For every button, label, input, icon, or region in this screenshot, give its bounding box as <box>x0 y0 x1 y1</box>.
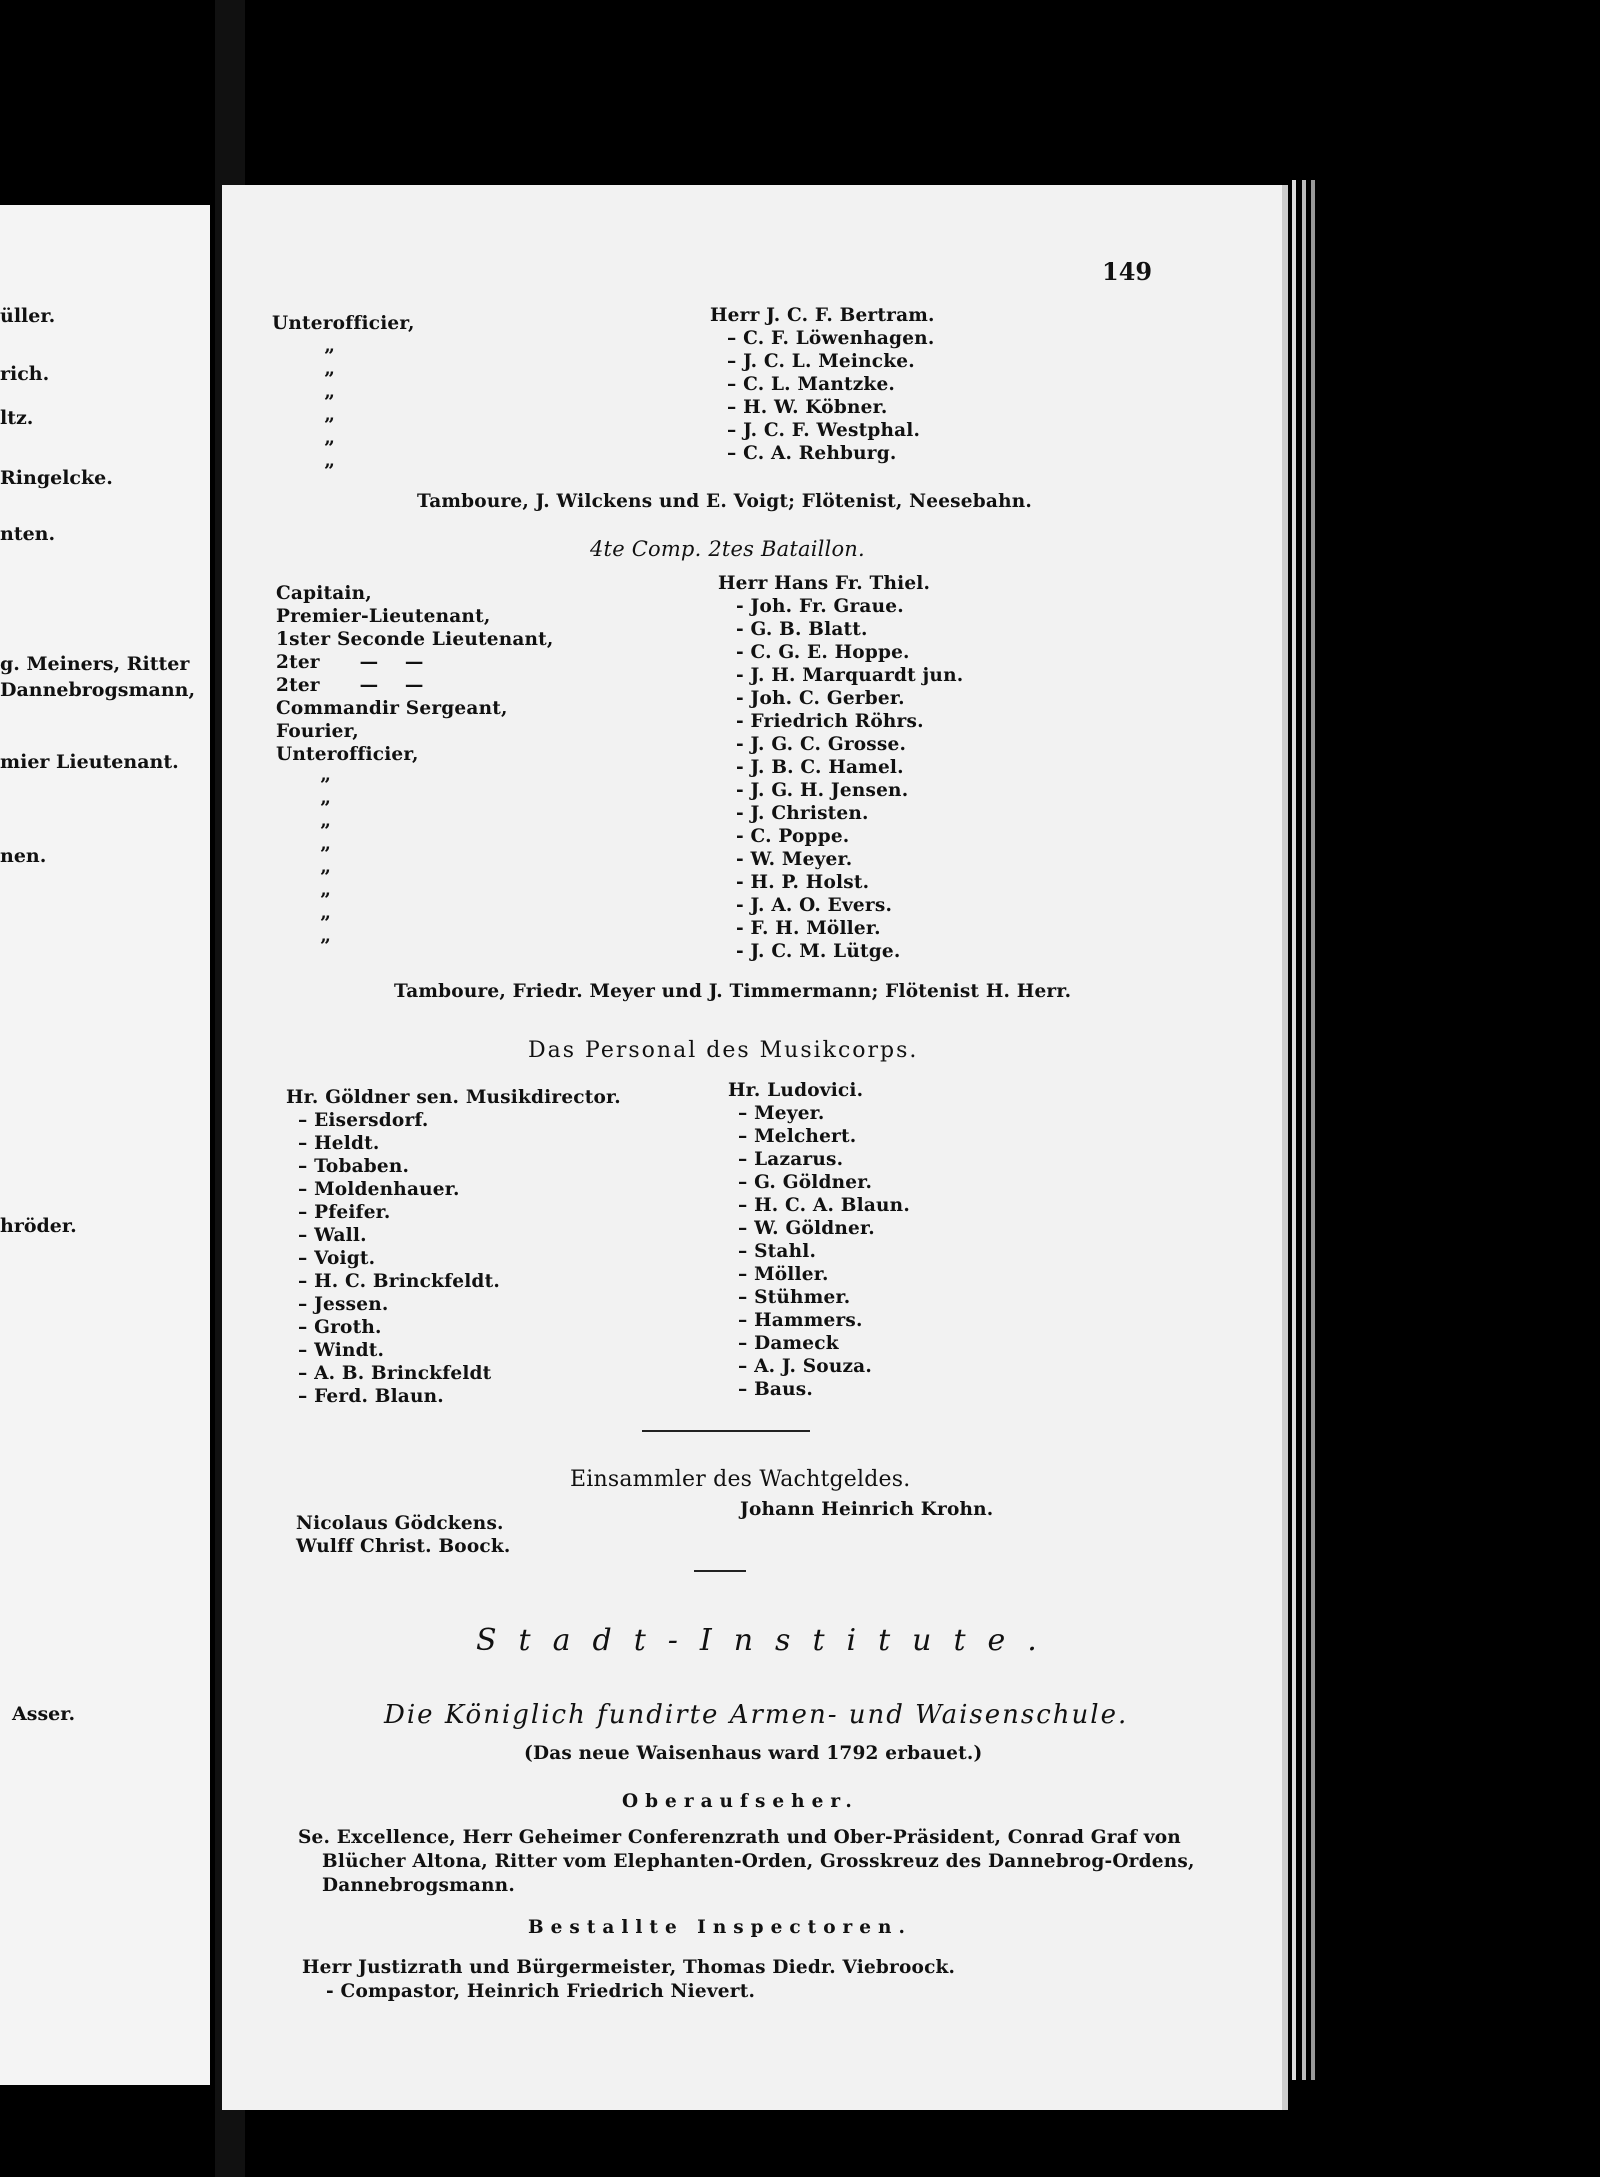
subsection-title: Oberaufseher. <box>622 1791 859 1812</box>
name-entry: - W. Meyer. <box>736 849 853 870</box>
subsection-title: Bestallte Inspectoren. <box>528 1917 912 1938</box>
section-footer: Tamboure, Friedr. Meyer und J. Timmermann; Flötenist H. Herr. <box>394 981 1072 1002</box>
left-fragment: rich. <box>0 363 50 385</box>
name-entry: - Joh. C. Gerber. <box>736 688 905 709</box>
role-label: Capitain, <box>276 583 372 604</box>
name-entry: Herr Hans Fr. Thiel. <box>718 573 931 594</box>
musician-entry: – Meyer. <box>738 1103 825 1124</box>
left-fragment: g. Meiners, Ritter <box>0 653 190 675</box>
role-label: Unterofficier, <box>272 313 415 334</box>
body-line: Blücher Altona, Ritter vom Elephanten-Orden, Grosskreuz des Dannebrog-Ordens, <box>322 1851 1195 1872</box>
ditto-mark: ” <box>320 913 331 934</box>
musician-entry: – A. J. Souza. <box>738 1356 873 1377</box>
collector-entry: Wulff Christ. Boock. <box>296 1536 511 1557</box>
chapter-subtitle: Die Königlich fundirte Armen- und Waisenschule. <box>384 1700 1129 1730</box>
role-label: Unterofficier, <box>276 744 419 765</box>
ditto-mark: ” <box>320 890 331 911</box>
name-entry: - H. P. Holst. <box>736 872 870 893</box>
divider-rule <box>642 1430 810 1432</box>
name-entry: - Friedrich Röhrs. <box>736 711 924 732</box>
ditto-mark: ” <box>324 415 335 436</box>
musician-entry: – Stahl. <box>738 1241 817 1262</box>
name-entry: - J. A. O. Evers. <box>736 895 893 916</box>
ditto-mark: ” <box>320 867 331 888</box>
section-title: Das Personal des Musikcorps. <box>528 1038 919 1063</box>
role-label: 2ter — — <box>276 652 424 673</box>
musician-entry: – Baus. <box>738 1379 814 1400</box>
ditto-mark: ” <box>324 392 335 413</box>
musician-entry: – Voigt. <box>298 1248 376 1269</box>
musician-entry: – Groth. <box>298 1317 382 1338</box>
musician-entry: Hr. Göldner sen. Musikdirector. <box>286 1087 621 1108</box>
right-page <box>222 185 1288 2110</box>
musician-entry: – A. B. Brinckfeldt <box>298 1363 492 1384</box>
name-entry: – J. C. F. Westphal. <box>727 420 921 441</box>
name-entry: – C. A. Rehburg. <box>727 443 897 464</box>
body-line: Herr Justizrath und Bürgermeister, Thomas Diedr. Viebroock. <box>302 1957 956 1978</box>
page-edge <box>1302 180 1306 2080</box>
collector-entry: Johann Heinrich Krohn. <box>740 1499 994 1520</box>
name-entry: - Joh. Fr. Graue. <box>736 596 904 617</box>
musician-entry: – Stühmer. <box>738 1287 851 1308</box>
left-fragment: nten. <box>0 523 56 545</box>
name-entry: - J. Christen. <box>736 803 869 824</box>
page-number: 149 <box>1102 257 1153 286</box>
name-entry: - J. H. Marquardt jun. <box>736 665 964 686</box>
musician-entry: – H. C. A. Blaun. <box>738 1195 910 1216</box>
musician-entry: – G. Göldner. <box>738 1172 873 1193</box>
musician-entry: – Melchert. <box>738 1126 857 1147</box>
name-entry: - G. B. Blatt. <box>736 619 868 640</box>
musician-entry: – Tobaben. <box>298 1156 410 1177</box>
body-line: Dannebrogsmann. <box>322 1875 515 1896</box>
musician-entry: – Moldenhauer. <box>298 1179 460 1200</box>
left-fragment: Dannebrogsmann, <box>0 679 196 701</box>
section-footer: Tamboure, J. Wilckens und E. Voigt; Flötenist, Neesebahn. <box>417 491 1033 512</box>
collector-entry: Nicolaus Gödckens. <box>296 1513 504 1534</box>
left-fragment: nen. <box>0 845 47 867</box>
name-entry: Herr J. C. F. Bertram. <box>710 305 935 326</box>
ditto-mark: ” <box>324 438 335 459</box>
musician-entry: – Dameck <box>738 1333 839 1354</box>
left-fragment: Asser. <box>12 1703 76 1725</box>
musician-entry: – Möller. <box>738 1264 829 1285</box>
ditto-mark: ” <box>320 821 331 842</box>
musician-entry: – Hammers. <box>738 1310 863 1331</box>
name-entry: - C. Poppe. <box>736 826 850 847</box>
musician-entry: – Wall. <box>298 1225 367 1246</box>
left-fragment: Ringelcke. <box>0 467 113 489</box>
divider-rule <box>694 1570 746 1572</box>
name-entry: - J. B. C. Hamel. <box>736 757 904 778</box>
ditto-mark: ” <box>324 369 335 390</box>
chapter-title: Stadt-Institute. <box>476 1623 1059 1658</box>
musician-entry: – Heldt. <box>298 1133 380 1154</box>
ditto-mark: ” <box>324 346 335 367</box>
ditto-mark: ” <box>320 936 331 957</box>
name-entry: - J. G. C. Grosse. <box>736 734 907 755</box>
musician-entry: Hr. Ludovici. <box>728 1080 864 1101</box>
name-entry: – H. W. Köbner. <box>727 397 888 418</box>
section-title: Einsammler des Wachtgeldes. <box>570 1467 911 1492</box>
role-label: 2ter — — <box>276 675 424 696</box>
chapter-note: (Das neue Waisenhaus ward 1792 erbauet.) <box>524 1743 983 1764</box>
musician-entry: – Ferd. Blaun. <box>298 1386 444 1407</box>
left-page <box>0 205 210 2085</box>
left-fragment: hröder. <box>0 1215 77 1237</box>
role-label: 1ster Seconde Lieutenant, <box>276 629 554 650</box>
name-entry: – J. C. L. Meincke. <box>727 351 915 372</box>
musician-entry: – Lazarus. <box>738 1149 844 1170</box>
role-label: Commandir Sergeant, <box>276 698 508 719</box>
musician-entry: – Jessen. <box>298 1294 389 1315</box>
role-label: Fourier, <box>276 721 359 742</box>
left-fragment: üller. <box>0 305 56 327</box>
musician-entry: – Windt. <box>298 1340 385 1361</box>
body-line: Se. Excellence, Herr Geheimer Conferenzrath und Ober-Präsident, Conrad Graf von <box>298 1827 1181 1848</box>
left-fragment: ltz. <box>0 407 34 429</box>
ditto-mark: ” <box>320 775 331 796</box>
page-edge <box>1292 180 1296 2080</box>
name-entry: - C. G. E. Hoppe. <box>736 642 910 663</box>
section-title: 4te Comp. 2tes Bataillon. <box>590 537 865 561</box>
ditto-mark: ” <box>320 798 331 819</box>
name-entry: – C. L. Mantzke. <box>727 374 896 395</box>
page-edge <box>1311 180 1315 2080</box>
name-entry: - J. C. M. Lütge. <box>736 941 901 962</box>
body-line: - Compastor, Heinrich Friedrich Nievert. <box>326 1981 756 2002</box>
musician-entry: – Eisersdorf. <box>298 1110 429 1131</box>
musician-entry: – H. C. Brinckfeldt. <box>298 1271 500 1292</box>
name-entry: - F. H. Möller. <box>736 918 881 939</box>
musician-entry: – Pfeifer. <box>298 1202 391 1223</box>
ditto-mark: ” <box>320 844 331 865</box>
name-entry: – C. F. Löwenhagen. <box>727 328 935 349</box>
name-entry: - J. G. H. Jensen. <box>736 780 909 801</box>
ditto-mark: ” <box>324 461 335 482</box>
role-label: Premier-Lieutenant, <box>276 606 491 627</box>
musician-entry: – W. Göldner. <box>738 1218 875 1239</box>
left-fragment: mier Lieutenant. <box>0 751 179 773</box>
